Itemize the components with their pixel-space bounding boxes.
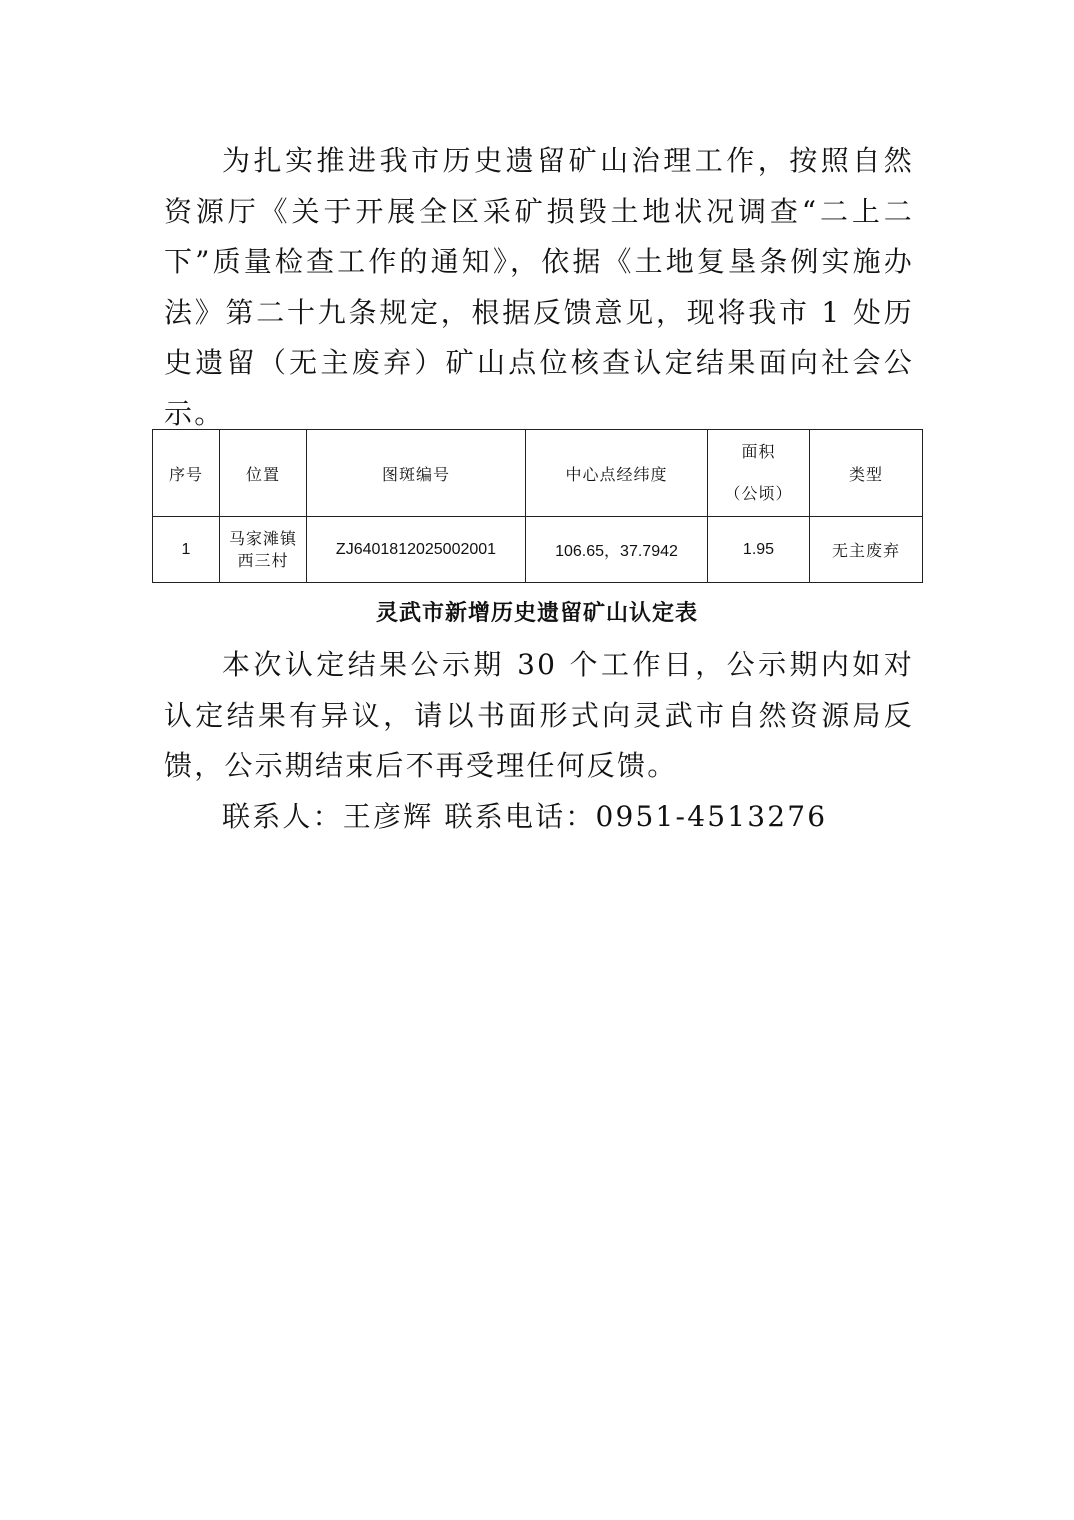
notice-paragraph: 本次认定结果公示期 30 个工作日，公示期内如对认定结果有异议，请以书面形式向灵武市自然资源局反馈，公示期结束后不再受理任何反馈。	[164, 648, 914, 782]
header-patch-code: 图斑编号	[307, 430, 526, 517]
header-area-label: 面积	[741, 442, 776, 461]
mine-table	[152, 429, 923, 583]
contact-paragraph: 联系人：王彦辉 联系电话：0951-4513276	[222, 800, 828, 833]
header-area-unit: （公顷）	[724, 484, 793, 503]
header-area	[708, 430, 810, 517]
header-coordinates: 中心点经纬度	[526, 430, 708, 517]
header-type: 类型	[810, 430, 923, 517]
cell-location	[220, 517, 307, 583]
table-header-row	[153, 430, 923, 517]
header-index: 序号	[153, 430, 220, 517]
cell-index: 1	[153, 517, 220, 583]
cell-coordinates: 106.65，37.7942	[526, 517, 708, 583]
cell-area: 1.95	[708, 517, 810, 583]
table-row	[153, 517, 923, 583]
cell-location-text: 马家滩镇西三村	[228, 528, 297, 570]
intro-paragraph: 为扎实推进我市历史遗留矿山治理工作，按照自然资源厅《关于开展全区采矿损毁土地状况调查“二上二下”质量检查工作的通知》，依据《土地复垦条例实施办法》第二十九条规定，根据反馈意见，现将我市 1 处历史遗留（无主废弃）矿山点位核查认定结果面向社会公示。	[164, 144, 914, 430]
cell-type: 无主废弃	[810, 517, 923, 583]
header-location: 位置	[220, 430, 307, 517]
table-caption: 灵武市新增历史遗留矿山认定表	[375, 600, 698, 626]
cell-patch-code: ZJ6401812025002001	[307, 517, 526, 583]
